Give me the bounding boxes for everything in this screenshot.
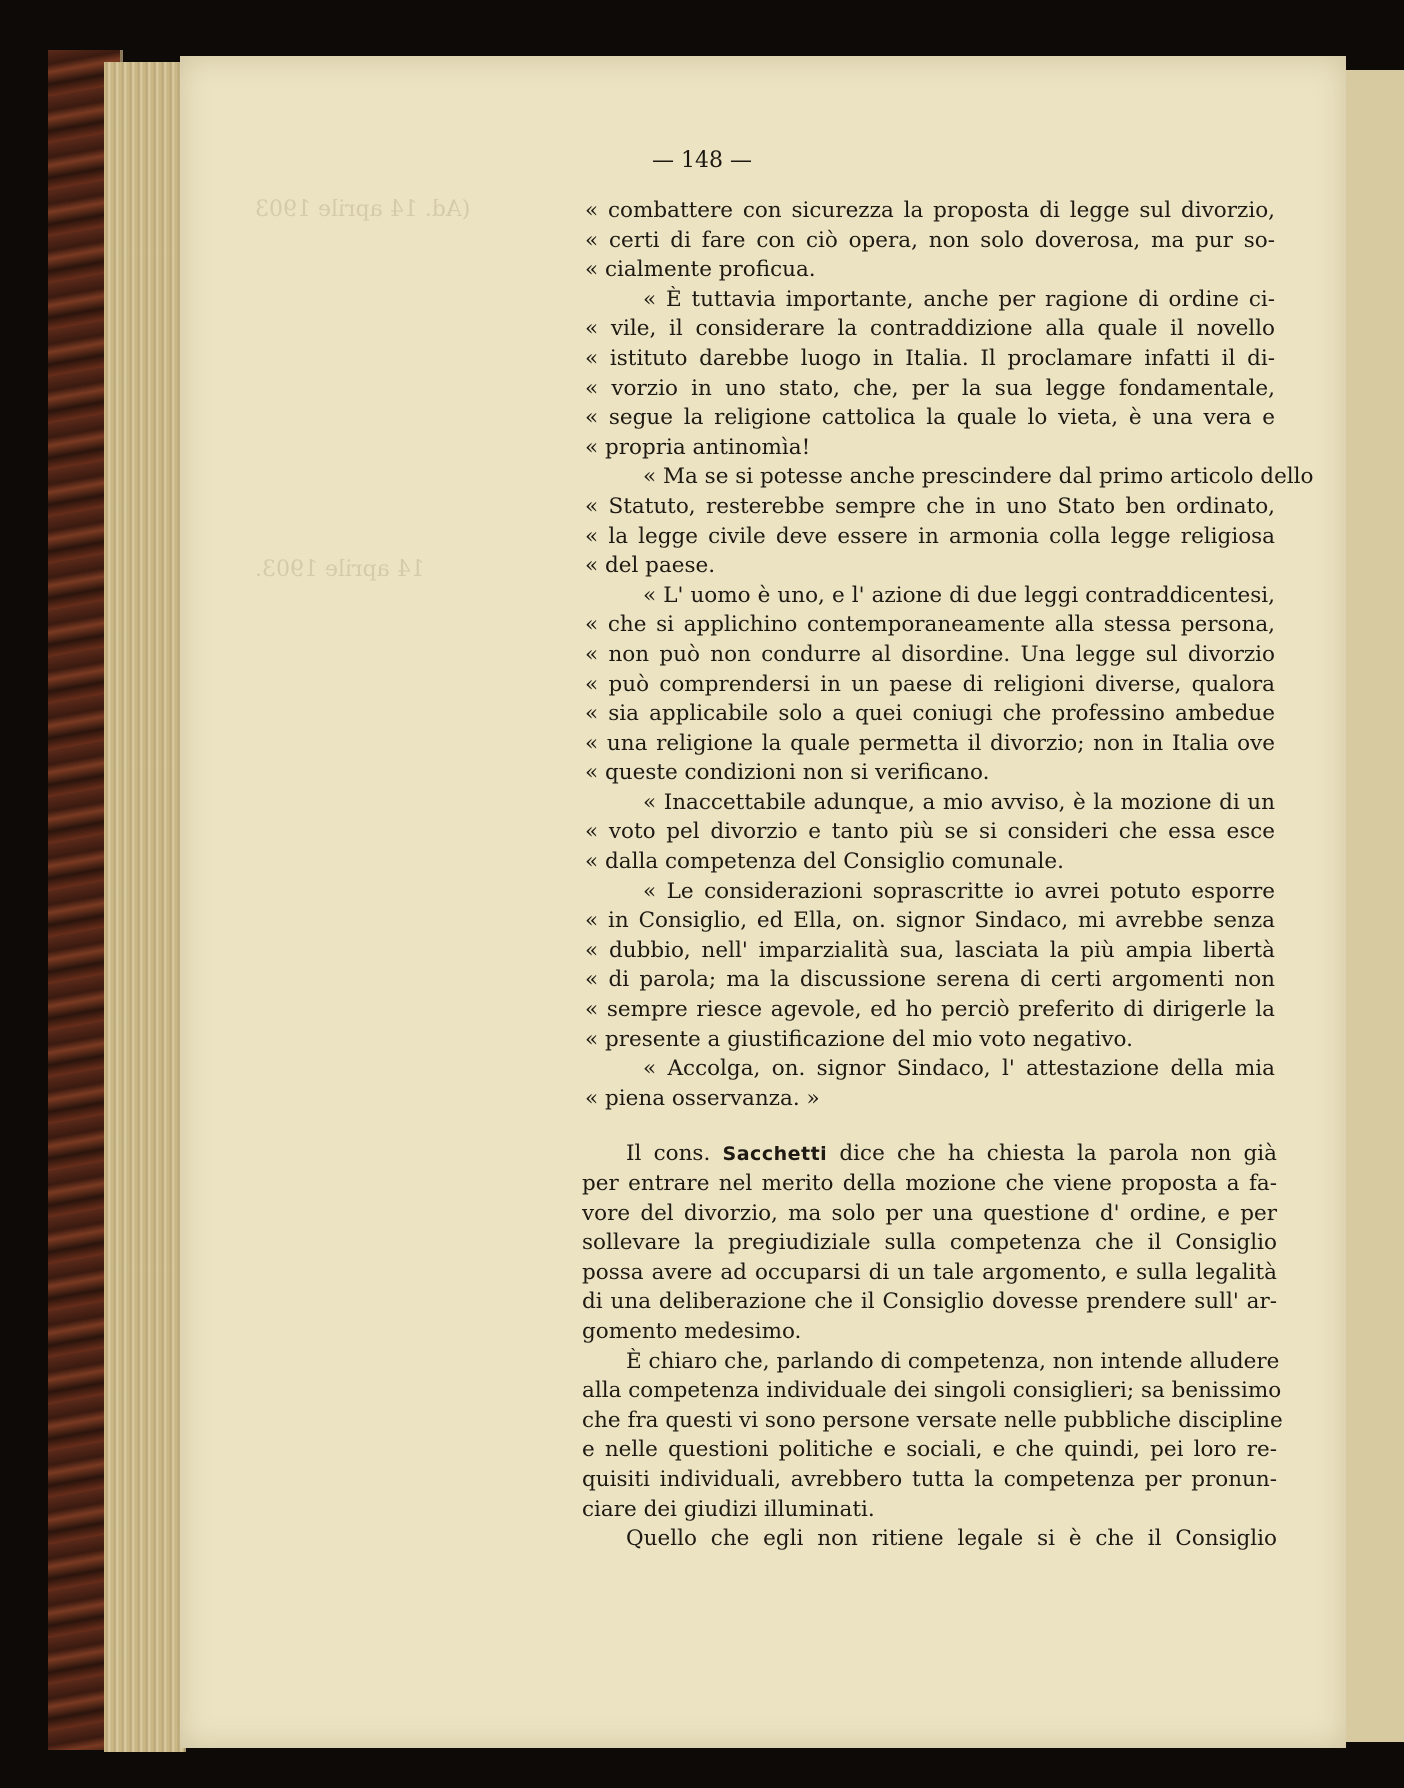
body-line: vore del divorzio, ma solo per una questione d' ordine, e per xyxy=(582,1200,1277,1226)
bleed-date: 14 aprile 1903. xyxy=(255,557,425,582)
next-page-edge xyxy=(1346,70,1404,1742)
letter-line: « presente a giustificazione del mio voto negativo. xyxy=(585,1026,1133,1052)
letter-line: « certi di fare con ciò opera, non solo doverosa, ma pur so- xyxy=(585,227,1275,253)
body-line: È chiaro che, parlando di competenza, non intende alludere xyxy=(626,1348,1280,1374)
sacchetti-paragraph xyxy=(582,1139,1283,1553)
letter-line: « combattere con sicurezza la proposta di legge sul divorzio, xyxy=(585,198,1275,223)
letter-line: « istituto darebbe luogo in Italia. Il proclamare infatti il di- xyxy=(585,345,1275,371)
body-line: per entrare nel merito della mozione che viene proposta a fa- xyxy=(582,1171,1277,1196)
page-number: — 148 — xyxy=(652,148,752,173)
body-line: possa avere ad occuparsi di un tale argomento, e sulla legalità xyxy=(582,1259,1277,1285)
letter-line: « Accolga, on. signor Sindaco, l' attestazione della mia xyxy=(643,1056,1275,1082)
letter-line: « non può non condurre al disordine. Una legge sul divorzio xyxy=(585,641,1275,667)
sacchetti-first-line xyxy=(582,1139,1277,1169)
body-line: di una deliberazione che il Consiglio dovesse prendere sull' ar- xyxy=(582,1289,1277,1315)
letter-line: « dubbio, nell' imparzialità sua, lasciata la più ampia libertà xyxy=(585,937,1275,963)
letter-line: « segue la religione cattolica la quale lo vieta, è una vera e xyxy=(585,405,1275,431)
bleed-header: (Ad. 14 aprile 1903 xyxy=(255,197,471,222)
letter-line: « la legge civile deve essere in armonia colla legge religiosa xyxy=(585,523,1275,549)
body-line: quisiti individuali, avrebbero tutta la competenza per pronun- xyxy=(582,1466,1277,1492)
letter-line: « in Consiglio, ed Ella, on. signor Sindaco, mi avrebbe senza xyxy=(585,908,1275,934)
speaker-line-rest: dice che ha chiesta la parola non già xyxy=(827,1141,1277,1167)
letter-line: « Inaccettabile adunque, a mio avviso, è la mozione di un xyxy=(643,789,1275,815)
letter-line: « propria antinomìa! xyxy=(585,434,811,460)
body-line: ciare dei giudizi illuminati. xyxy=(582,1496,875,1522)
letter-line: « può comprendersi in un paese di religioni diverse, qualora xyxy=(585,671,1275,697)
letter-line: « del paese. xyxy=(585,553,716,579)
letter-line: « vorzio in uno stato, che, per la sua legge fondamentale, xyxy=(585,375,1275,401)
letter-line: « voto pel divorzio e tanto più se si consideri che essa esce xyxy=(585,819,1275,845)
body-line: sollevare la pregiudiziale sulla competenza che il Consiglio xyxy=(582,1230,1277,1256)
speaker-name: Sacchetti xyxy=(722,1143,828,1166)
letter-line: « cialmente proficua. xyxy=(585,257,816,283)
letter-line: « sia applicabile solo a quei coniugi che professino ambedue xyxy=(585,701,1275,727)
letter-line: « di parola; ma la discussione serena di certi argomenti non xyxy=(585,967,1275,993)
page-body xyxy=(582,196,1314,1554)
letter-line: « Statuto, resterebbe sempre che in uno Stato ben ordinato, xyxy=(585,493,1275,519)
body-line: Quello che egli non ritiene legale si è che il Consiglio xyxy=(626,1526,1277,1552)
letter-line: « L' uomo è uno, e l' azione di due leggi contraddicentesi, xyxy=(643,582,1275,608)
letter-line: « una religione la quale permetta il divorzio; non in Italia ove xyxy=(585,730,1275,756)
body-line: che fra questi vi sono persone versate nelle pubbliche discipline xyxy=(582,1407,1283,1433)
letter-line: « È tuttavia importante, anche per ragione di ordine ci- xyxy=(643,286,1275,312)
page-edges xyxy=(104,62,186,1752)
letter-line: « piena osservanza. » xyxy=(585,1085,820,1111)
letter-line: « che si applichino contemporaneamente alla stessa persona, xyxy=(585,612,1275,638)
letter-line: « queste condizioni non si verificano. xyxy=(585,760,990,786)
speaker-prefix: Il cons. xyxy=(626,1141,723,1167)
letter-line: « sempre riesce agevole, ed ho perciò preferito di dirigerle la xyxy=(585,997,1275,1023)
body-line: e nelle questioni politiche e sociali, e che quindi, pei loro re- xyxy=(582,1437,1277,1463)
bleed-through-text xyxy=(255,195,585,585)
letter-line: « Le considerazioni soprascritte io avrei potuto esporre xyxy=(643,878,1275,904)
body-line: gomento medesimo. xyxy=(582,1318,802,1344)
body-line: alla competenza individuale dei singoli consiglieri; sa benissimo xyxy=(582,1378,1282,1404)
letter-line: « dalla competenza del Consiglio comunale. xyxy=(585,849,1064,875)
letter-line: « Ma se si potesse anche prescindere dal primo articolo dello xyxy=(643,464,1314,490)
letter-line: « vile, il considerare la contraddizione alla quale il novello xyxy=(585,316,1275,342)
